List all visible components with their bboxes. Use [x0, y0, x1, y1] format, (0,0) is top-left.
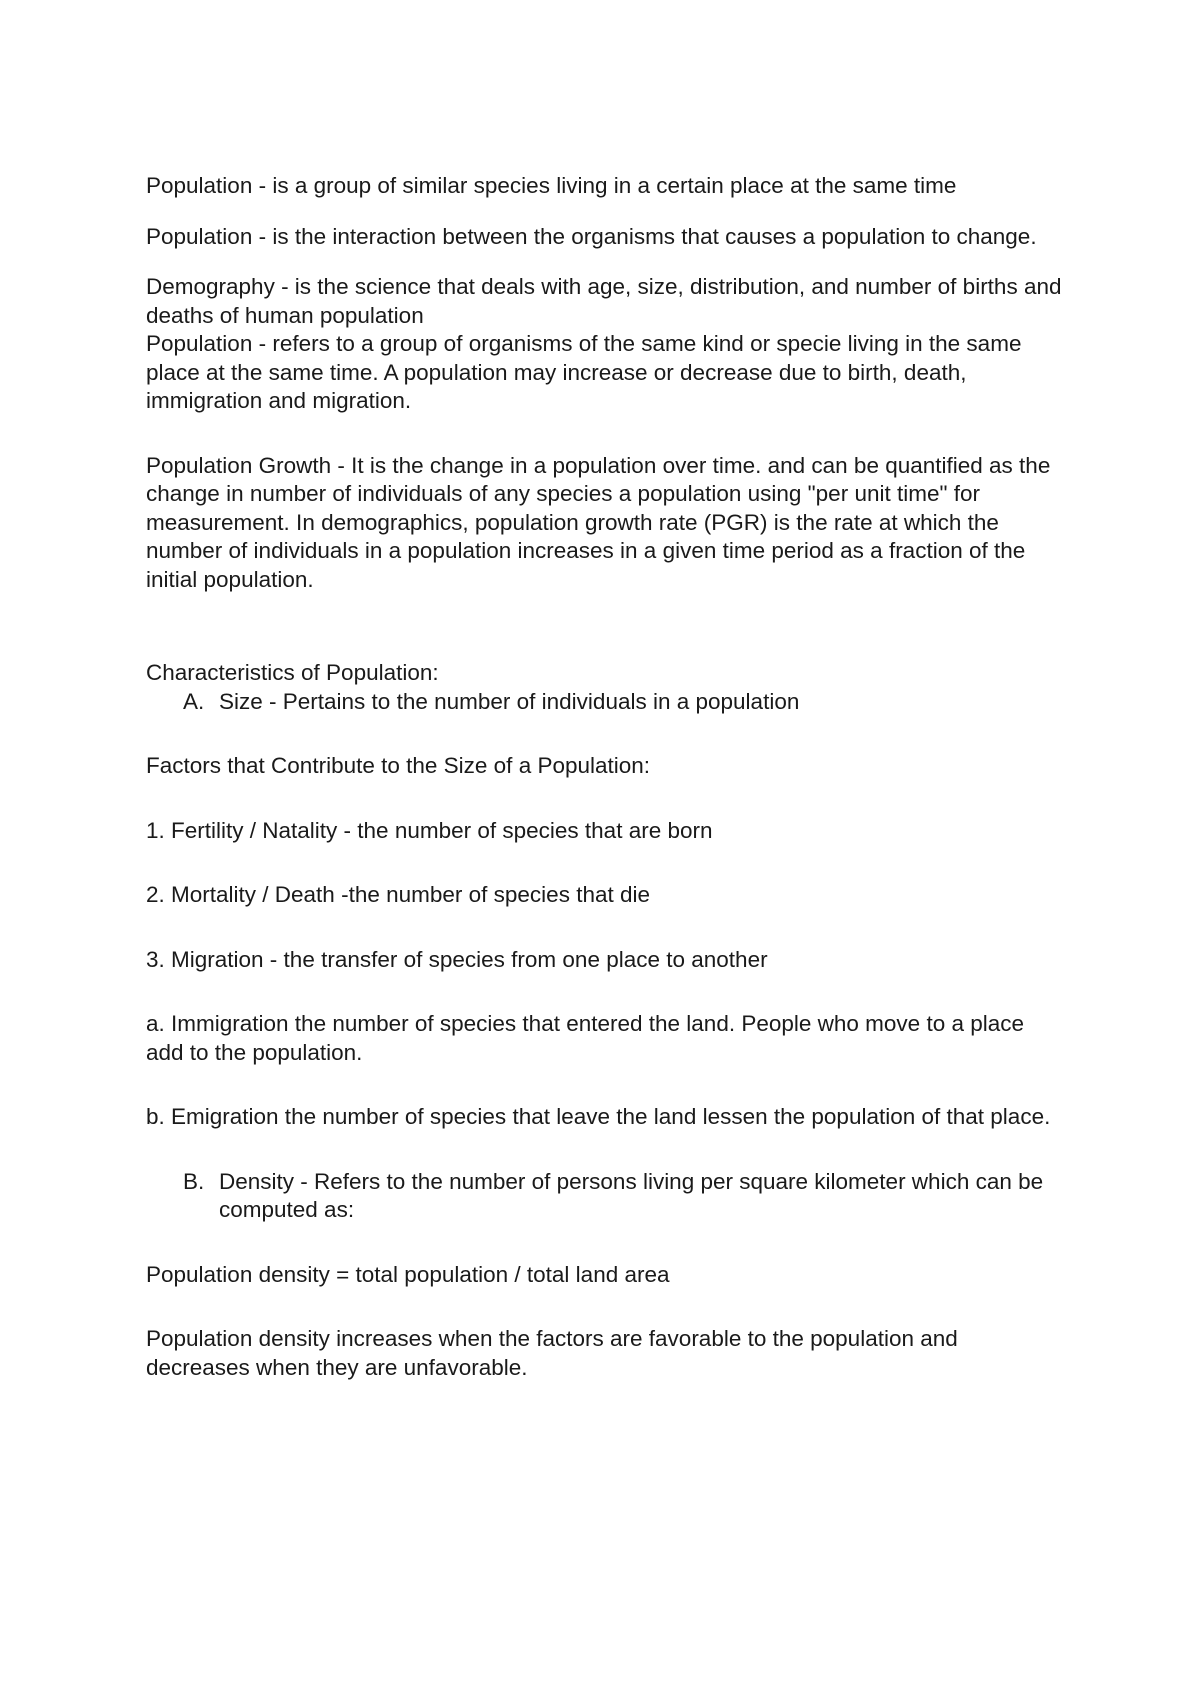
- factor-migration: 3. Migration - the transfer of species from one place to another: [146, 946, 768, 972]
- factors-heading: Factors that Contribute to the Size of a Population:: [146, 753, 651, 778]
- characteristics-heading: Characteristics of Population:: [146, 660, 439, 685]
- emigration-paragraph: b. Emigration the number of species that leave the land lessen the population of that place.: [146, 1104, 1051, 1129]
- factor-mortality: 2. Mortality / Death -the number of species that die: [146, 882, 650, 907]
- document-body: [146, 172, 1064, 1382]
- population-definition-1: Population - is a group of similar species living in a certain place at the same time: [146, 173, 957, 198]
- immigration-paragraph: a. Immigration the number of species that entered the land. People who move to a place add to the population.: [146, 1011, 1025, 1065]
- population-definition-2: Population - is the interaction between the organisms that causes a population to change.: [146, 223, 1037, 249]
- list-item-size: [146, 688, 1064, 717]
- population-growth-paragraph: Population Growth - It is the change in a population over time. and can be quantified as the change in number of individuals of any species a population using "per unit time" for measurement. In demographics, population growth rate (PGR) is the rate at which the number of individuals in a population increases in a given time period as a fraction of the initial population.: [146, 452, 1051, 592]
- demography-definition: Demography - is the science that deals with age, size, distribution, and number of births and: [146, 274, 1062, 299]
- population-definition-3: Population - refers to a group of organisms of the same kind or specie living in the same place at the same time. A population may increase or decrease due to birth, death, immigration and migration.: [146, 331, 1022, 413]
- closing-paragraph: Population density increases when the factors are favorable to the population and decreases when they are unfavorable.: [146, 1326, 958, 1380]
- list-item-size-text: Size - Pertains to the number of individuals in a population: [219, 688, 800, 714]
- density-formula: Population density = total population / total land area: [146, 1261, 670, 1287]
- factor-fertility: 1. Fertility / Natality - the number of species that are born: [146, 817, 713, 843]
- list-item-density: [146, 1168, 1064, 1225]
- list-marker-a: A.: [183, 688, 205, 714]
- list-marker-b: B.: [183, 1168, 205, 1194]
- list-item-density-text: Density - Refers to the number of persons living per square kilometer which can be computed as:: [219, 1168, 1044, 1222]
- demography-definition-cont: deaths of human population: [146, 302, 424, 328]
